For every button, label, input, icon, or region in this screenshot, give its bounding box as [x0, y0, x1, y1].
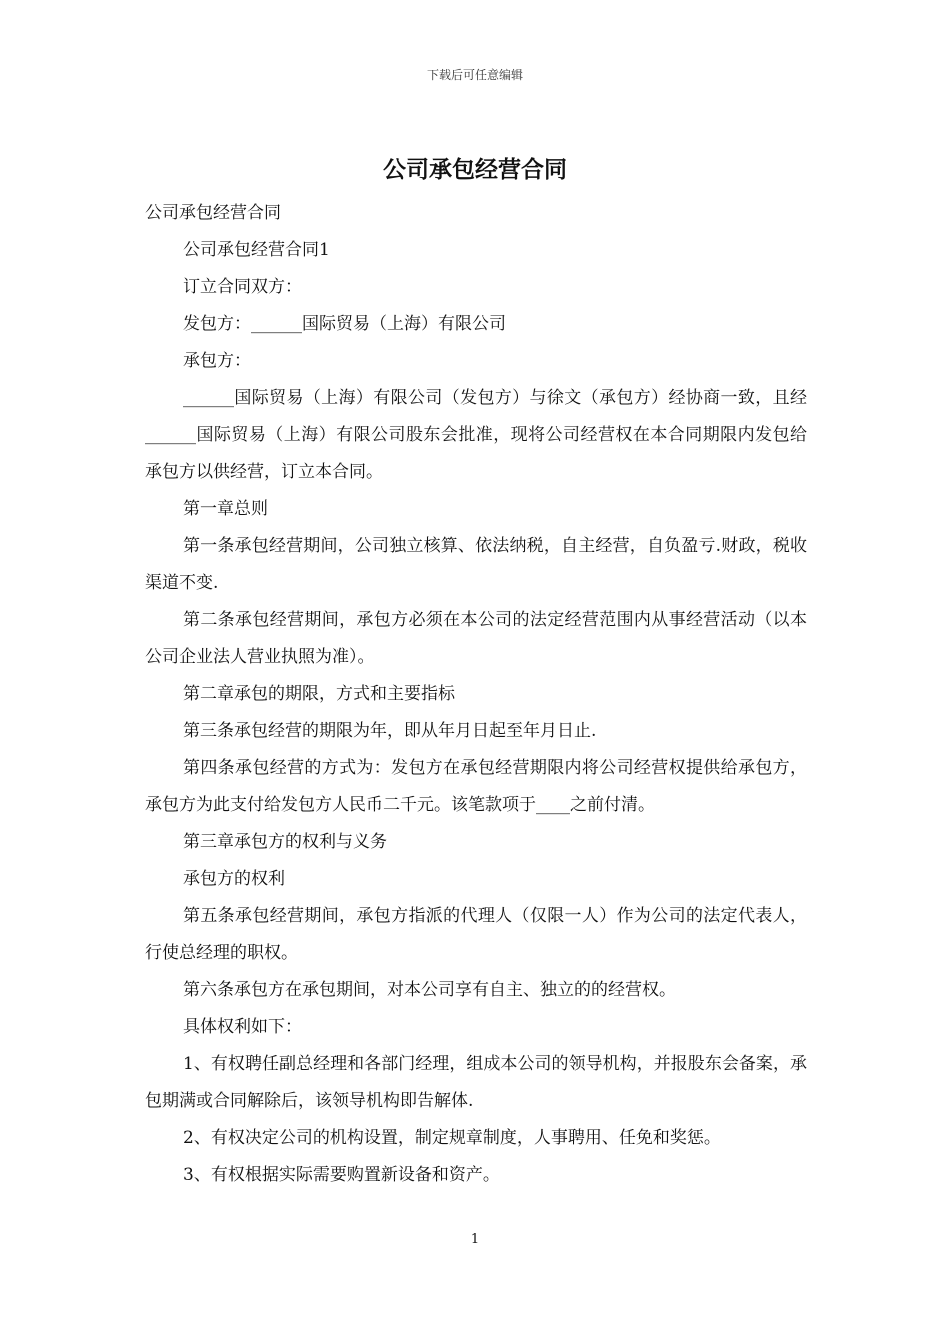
paragraph-parties-heading: 订立合同双方： — [183, 277, 302, 297]
paragraph-chapter-3: 第三章承包方的权利与义务 — [183, 832, 387, 852]
paragraph-section-heading: 公司承包经营合同 — [145, 203, 281, 223]
paragraph-contractor: 承包方： — [183, 351, 251, 371]
paragraph-rights-list-heading: 具体权利如下： — [183, 1017, 302, 1037]
paragraph-preamble: ______国际贸易（上海）有限公司（发包方）与徐文（承包方）经协商一致，且经______国际贸易（上海）有限公司股东会批准，现将公司经营权在本合同期限内发包给承包方以供经营，订立本合同。 — [145, 388, 807, 482]
paragraph-article-5: 第五条承包经营期间，承包方指派的代理人（仅限一人）作为公司的法定代表人，行使总经理的职权。 — [145, 906, 807, 963]
paragraph-chapter-1: 第一章总则 — [183, 499, 268, 519]
paragraph-article-4: 第四条承包经营的方式为：发包方在承包经营期限内将公司经营权提供给承包方，承包方为此支付给发包方人民币二千元。该笔款项于____之前付清。 — [145, 758, 807, 815]
paragraph-contract-number: 公司承包经营合同1 — [183, 240, 330, 260]
page-header-note: 下载后可任意编辑 — [426, 68, 523, 82]
paragraph-article-2: 第二条承包经营期间，承包方必须在本公司的法定经营范围内从事经营活动（以本公司企业法人营业执照为准）。 — [145, 610, 807, 667]
paragraph-chapter-2: 第二章承包的期限，方式和主要指标 — [183, 684, 455, 704]
document-body — [145, 195, 807, 1194]
paragraph-right-item-3: 3、有权根据实际需要购置新设备和资产。 — [183, 1165, 500, 1185]
paragraph-right-item-2: 2、有权决定公司的机构设置，制定规章制度，人事聘用、任免和奖惩。 — [183, 1128, 721, 1148]
paragraph-contractor-rights-heading: 承包方的权利 — [183, 869, 285, 889]
paragraph-article-6: 第六条承包方在承包期间，对本公司享有自主、独立的的经营权。 — [183, 980, 676, 1000]
document-title: 公司承包经营合同 — [383, 156, 567, 183]
paragraph-article-1: 第一条承包经营期间，公司独立核算、依法纳税，自主经营，自负盈亏.财政，税收渠道不变. — [145, 536, 807, 593]
paragraph-right-item-1: 1、有权聘任副总经理和各部门经理，组成本公司的领导机构，并报股东会备案，承包期满或合同解除后，该领导机构即告解体. — [145, 1054, 807, 1111]
page-number: 1 — [470, 1232, 480, 1247]
paragraph-employer: 发包方：______国际贸易（上海）有限公司 — [183, 314, 506, 334]
paragraph-article-3: 第三条承包经营的期限为年，即从年月日起至年月日止. — [183, 721, 597, 741]
